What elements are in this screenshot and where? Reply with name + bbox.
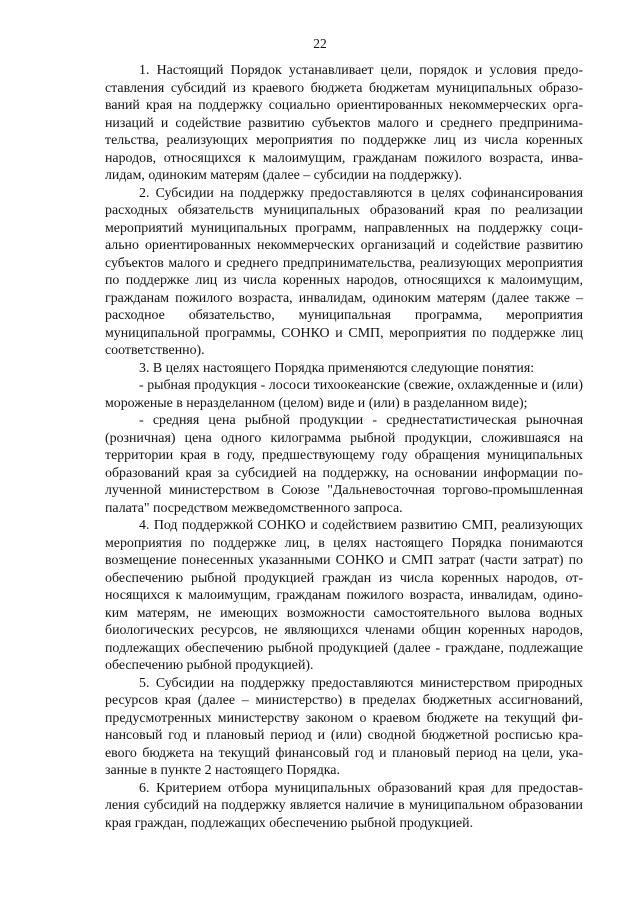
paragraph-3-definitions-intro: 3. В целях настоящего Порядка применяются следующие понятия: — [139, 360, 535, 376]
paragraph-4-support-meaning: 4. Под поддержкой СОНКО и содействием развитию СМП, реализующих мероприятия по поддержке лиц, в целях настоящего Порядка понимаются возмещение понесенных указанными СОНКО и СМП затрат (части затрат) по обеспечению рыбной продукцией граждан из числа коренных народов, относящихся к малоимущим, гражданам пожилого возраста, инвалидам, одиноким матерям, не имеющих возможности самостоятельного вылова водных биологических ресурсов, не являющихся членами общин коренных народов, подлежащих обеспечению рыбной продукцией (далее - граждане, подлежащие обеспечению рыбной продукцией). — [105, 518, 583, 673]
paragraph-6-selection-criterion: 6. Критерием отбора муниципальных образований края для предоставления субсидий на поддержку является наличие в муниципальном образовании края граждан, подлежащих обеспечению рыбной продукцией. — [105, 780, 583, 831]
definition-fish-products: - рыбная продукция - лососи тихоокеанские (свежие, охлажденные и (или) мороженые в неразделанном (целом) виде и (или) в разделанном виде); — [105, 378, 583, 411]
paragraph-5-provision: 5. Субсидии на поддержку предоставляются министерством природных ресурсов края (далее – министерство) в пределах бюджетных ассигнований, предусмотренных министерству законом о краевом бюджете на текущий финансовый год и плановый период и (или) сводной бюджетной росписью краевого бюджета на текущий финансовый год и плановый период на цели, указанные в пункте 2 настоящего Порядка. — [105, 675, 583, 778]
paragraph-1-purpose: 1. Настоящий Порядок устанавливает цели, порядок и условия предоставления субсидий из краевого бюджета бюджетам муниципальных образований края на поддержку социально ориентированных некоммерческих организаций и содействие развитию субъектов малого и среднего предпринимательства, реализующих мероприятия по поддержке лиц из числа коренных народов, относящихся к малоимущим, гражданам пожилого возраста, инвалидам, одиноким матерям (далее – субсидии на поддержку). — [105, 63, 583, 183]
page-number: 22 — [313, 36, 327, 51]
paragraph-2-subsidy-goals: 2. Субсидии на поддержку предоставляются в целях софинансирования расходных обязательств муниципальных образований края по реализации мероприятий муниципальных программ, направленных на поддержку социально ориентированных некоммерческих организаций и содействие развитию субъектов малого и среднего предпринимательства, реализующих мероприятия по поддержке лиц из числа коренных народов, относящихся к малоимущим, гражданам пожилого возраста, инвалидам, одиноким матерям (далее также – расходное обязательство, муниципальная программа, мероприятия муниципальной программы, СОНКО и СМП, мероприятия по поддержке лиц соответственно). — [105, 185, 583, 358]
document-body — [105, 62, 583, 832]
definition-average-price: - средняя цена рыбной продукции - среднестатистическая рыночная (розничная) цена одного килограмма рыбной продукции, сложившаяся на территории края в году, предшествующему году обращения муниципальных образований края за субсидией на поддержку, на основании информации полученной министерством в Союзе "Дальневосточная торгово-промышленная палата" посредством межведомственного запроса. — [105, 413, 583, 516]
